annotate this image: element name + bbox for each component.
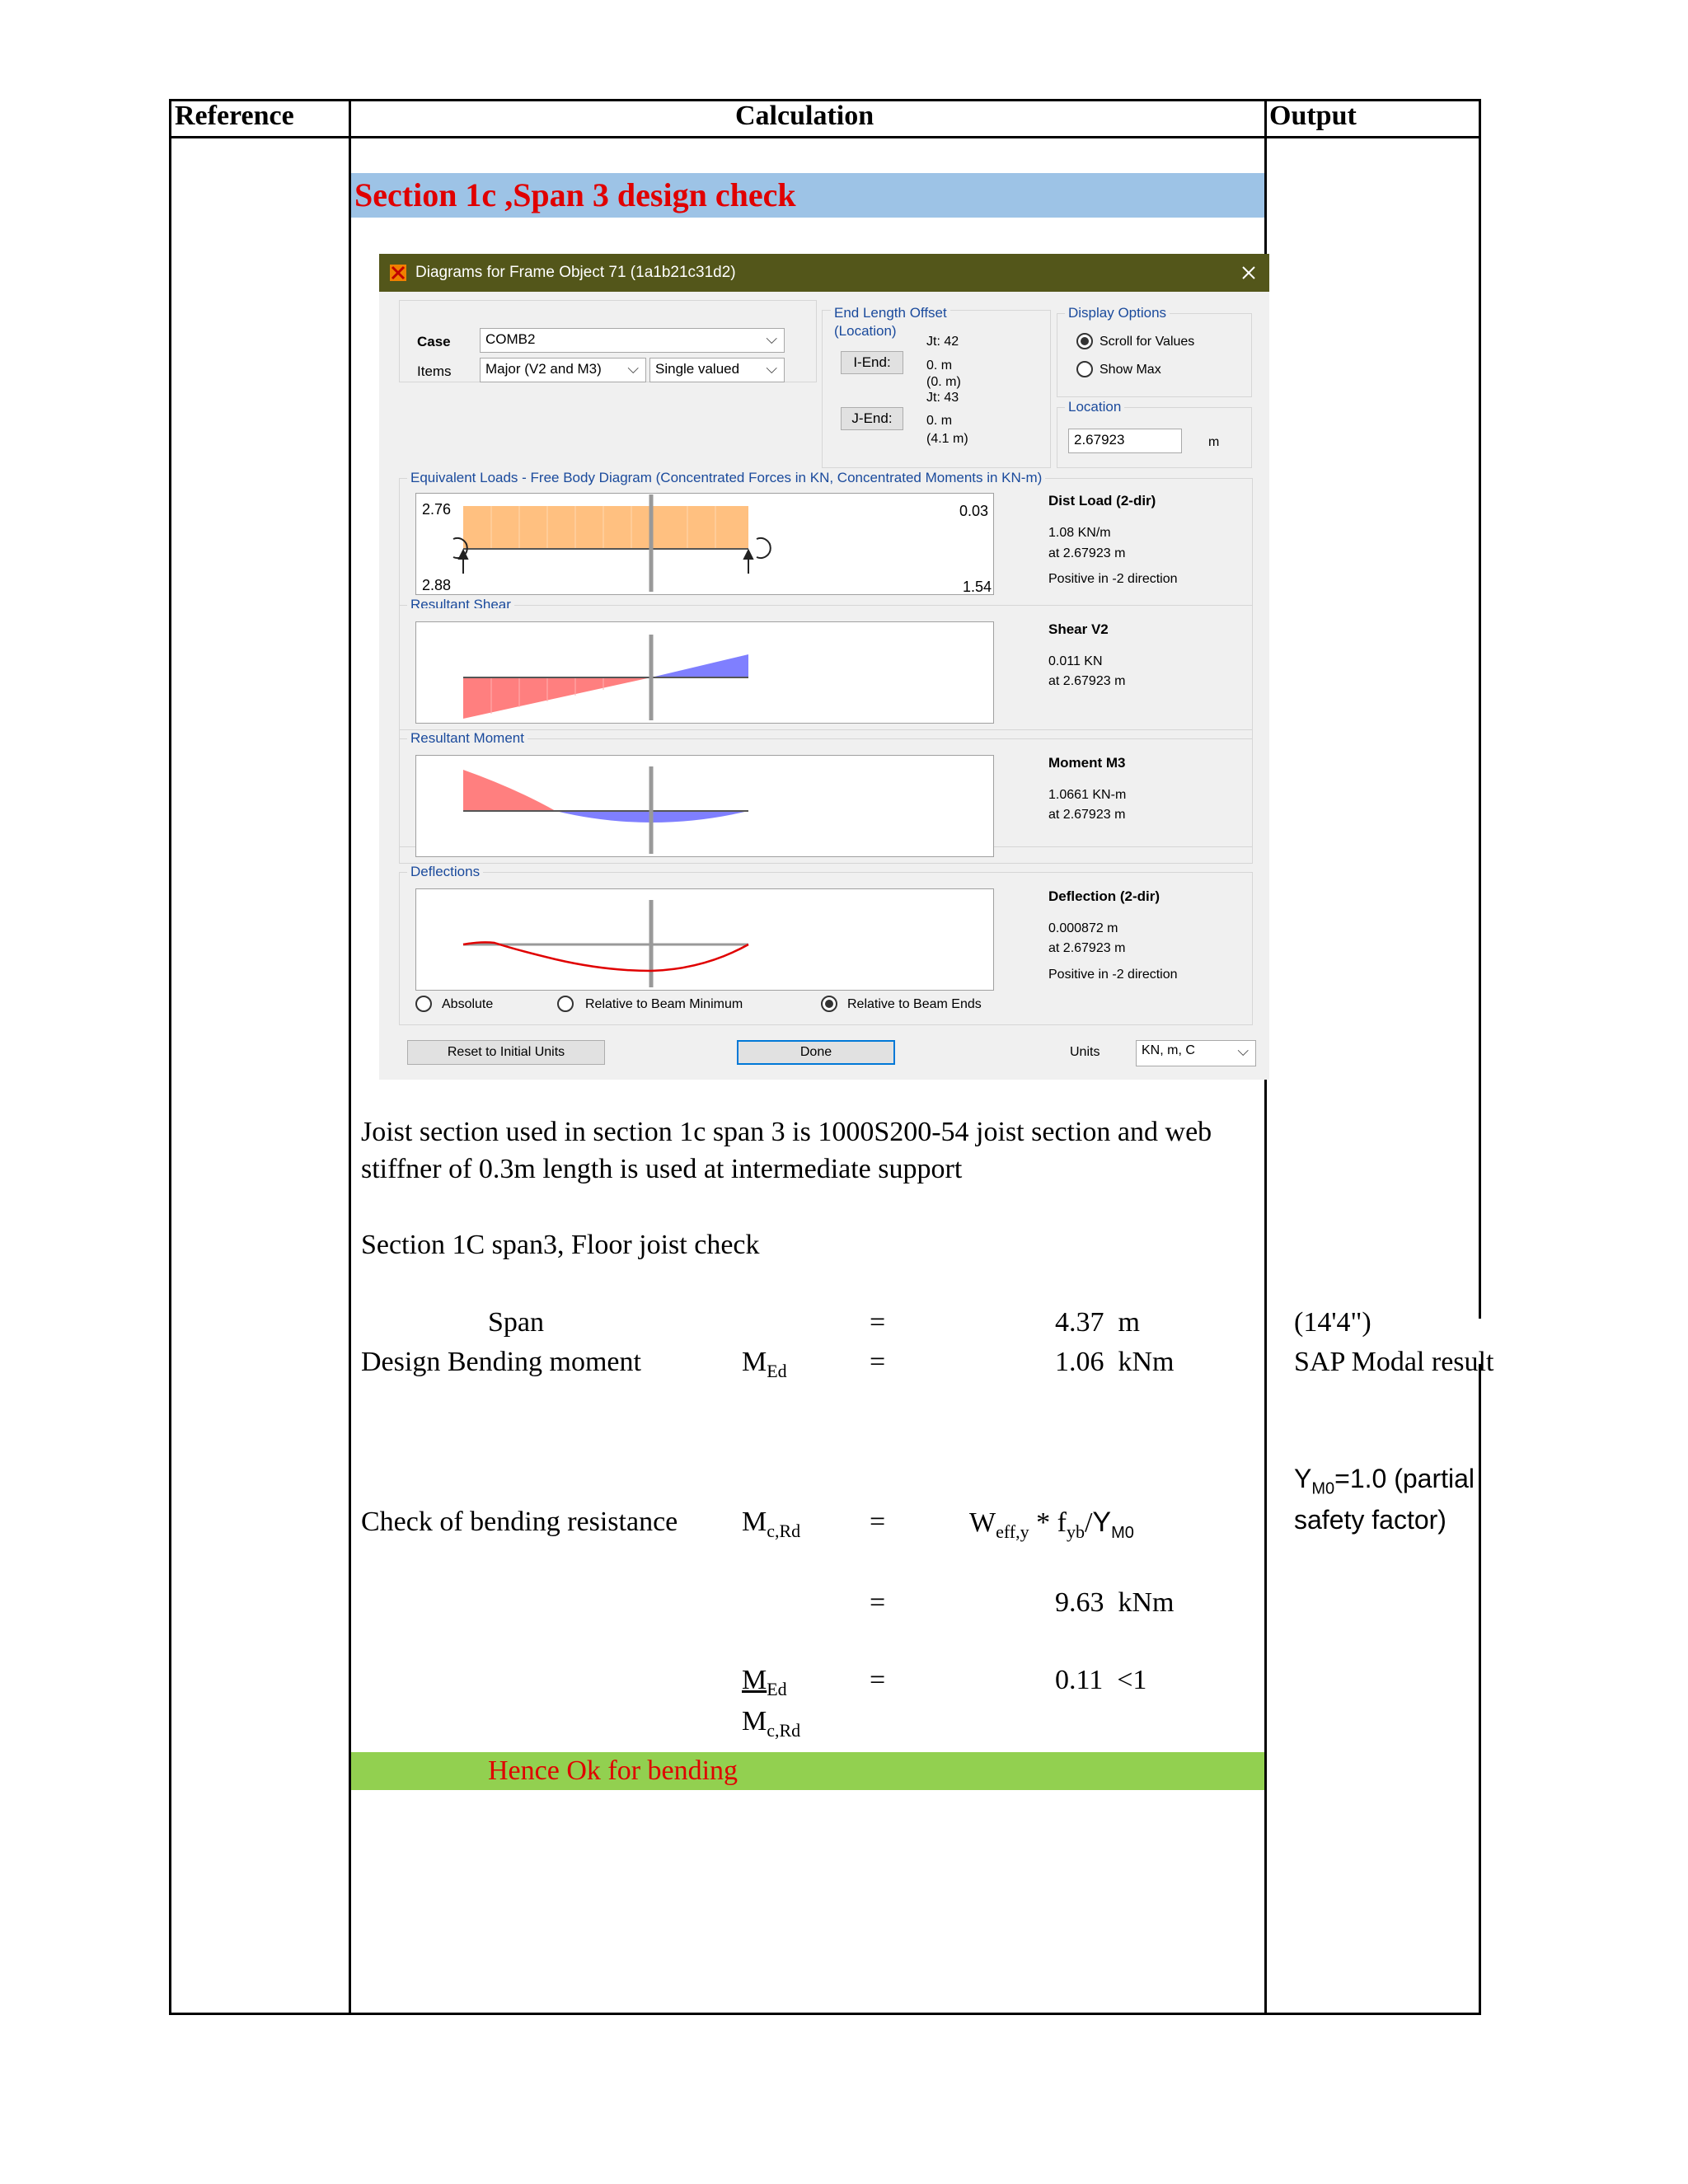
ratio-den-subscript: c,Rd [767,1719,801,1741]
equiv-loads-title: Equivalent Loads - Free Body Diagram (Concentrated Forces in KN, Concentrated Moments in KN-m) [407,470,1045,486]
frame-diagram-dialog [379,254,1269,1080]
shear-side-title: Shear V2 [1048,621,1109,637]
ratio-denominator [742,1706,800,1741]
section-title: Section 1c ,Span 3 design check [354,176,796,213]
shear-title: Resultant Shear [407,597,514,608]
moment-side-title: Moment M3 [1048,755,1126,771]
relative-min-label: Relative to Beam Minimum [585,997,743,1011]
formula-w-sub: eff,y [996,1521,1029,1542]
ratio-value: 0.11 <1 [1055,1665,1147,1695]
header-calculation: Calculation [735,101,874,131]
moment-diagram [415,755,992,855]
formula-y-sub: M0 [1111,1523,1134,1542]
i-end-value: 0. m [926,359,953,373]
formula-w: W [969,1507,996,1538]
formula-f-sub: yb [1066,1521,1085,1542]
relative-ends-radio[interactable] [821,996,837,1012]
deflection-diagram [415,888,992,989]
absolute-label: Absolute [442,997,494,1011]
moment-at: at 2.67923 m [1048,808,1126,822]
j-end-value: 0. m [926,414,953,428]
header-reference: Reference [175,101,294,131]
load-left-bottom: 2.88 [422,577,452,593]
valued-select-value: Single valued [655,361,740,377]
shear-positive-area [651,654,748,677]
display-options-group [1057,313,1252,397]
deflection-value: 0.000872 m [1048,921,1118,935]
design-moment-equals: = [870,1347,886,1377]
deflection-at: at 2.67923 m [1048,941,1126,955]
j-end-location: (4.1 m) [926,432,968,446]
items-select-value: Major (V2 and M3) [485,361,602,377]
mc-rd-subscript: c,Rd [767,1520,801,1541]
units-select[interactable] [1136,1040,1256,1066]
dist-load-at: at 2.67923 m [1048,546,1126,560]
shear-at: at 2.67923 m [1048,674,1126,688]
formula-mid: * f [1029,1507,1067,1538]
design-moment-output: SAP Modal result [1294,1347,1494,1377]
show-max-radio[interactable] [1076,361,1093,377]
resistance-value: 9.63 kNm [1055,1587,1175,1618]
formula-y: Y [1092,1507,1112,1538]
deflection-side-title: Deflection (2-dir) [1048,888,1160,904]
gamma-note-line1 [1294,1464,1475,1498]
span-equals: = [870,1307,886,1338]
design-moment-value: 1.06 kNm [1055,1347,1175,1377]
absolute-radio[interactable] [415,996,432,1012]
m-ed-symbol: M [742,1347,767,1377]
jt-i: Jt: 42 [926,335,959,349]
joist-description-line2: stiffner of 0.3m length is used at intermediate support [361,1154,963,1184]
dist-load-title: Dist Load (2-dir) [1048,493,1156,509]
right-reaction-arrow [744,551,753,574]
span-label: Span [488,1307,544,1338]
i-end-location: (0. m) [926,375,961,389]
show-max-label: Show Max [1100,363,1161,377]
case-label: Case [417,334,451,349]
valued-select[interactable] [649,358,785,382]
check-title: Section 1C span3, Floor joist check [361,1230,760,1260]
dialog-title: Diagrams for Frame Object 71 (1a1b21c31d2) [415,264,736,281]
location-input[interactable]: 2.67923 [1068,429,1182,453]
jt-j: Jt: 43 [926,391,959,405]
resistance-equals-2: = [870,1587,886,1618]
scroll-for-values-label: Scroll for Values [1100,335,1195,349]
deflection-note: Positive in -2 direction [1048,968,1178,982]
units-select-value: KN, m, C [1142,1043,1195,1057]
moment-title: Resultant Moment [407,730,528,747]
location-unit: m [1208,435,1220,449]
load-right-bottom: 1.54 [963,579,992,595]
j-end-button[interactable]: J-End: [841,407,903,430]
gamma-rest: =1.0 (partial [1334,1464,1475,1493]
ratio-num-subscript: Ed [767,1678,787,1699]
ratio-den-symbol: M [742,1706,767,1736]
shear-value: 0.011 KN [1048,654,1103,668]
items-label: Items [417,363,452,379]
deflection-title: Deflections [407,864,483,880]
display-options-title: Display Options [1065,305,1170,321]
dist-load-note: Positive in -2 direction [1048,572,1178,586]
gamma-symbol: Y [1294,1464,1312,1493]
dist-load-value: 1.08 KN/m [1048,526,1111,540]
resistance-formula [969,1507,1134,1543]
location-title: Location [1065,399,1124,415]
i-end-button[interactable]: I-End: [841,351,903,374]
resistance-label: Check of bending resistance [361,1507,678,1537]
free-body-diagram [415,493,992,593]
chevron-down-icon: ⌵ [766,360,777,377]
resistance-equals: = [870,1507,886,1537]
design-moment-label: Design Bending moment [361,1347,641,1377]
end-length-title2: (Location) [834,323,897,339]
deflected-shape [463,942,748,971]
m-ed-subscript: Ed [767,1360,787,1381]
ratio-numerator [742,1665,787,1700]
relative-min-radio[interactable] [557,996,574,1012]
dist-load-area [463,506,748,549]
formula-slash: / [1084,1507,1093,1538]
chevron-down-icon: ⌵ [627,360,639,377]
reset-units-button[interactable]: Reset to Initial Units [407,1040,605,1065]
scroll-for-values-radio[interactable] [1076,333,1093,349]
moment-value: 1.0661 KN-m [1048,788,1127,802]
relative-ends-label: Relative to Beam Ends [847,997,982,1011]
gamma-subscript: M0 [1311,1479,1335,1498]
joist-description-line1: Joist section used in section 1c span 3 is 1000S200-54 joist section and web [361,1117,1212,1147]
moment-negative-area [463,770,556,811]
ratio-equals: = [870,1665,886,1695]
end-length-title: End Length Offset [831,305,950,321]
case-select[interactable] [480,328,785,353]
design-moment-symbol [742,1347,787,1382]
dialog-titlebar [379,254,1269,292]
close-icon[interactable] [1241,265,1256,280]
ratio-num-symbol: M [742,1665,767,1695]
header-output: Output [1269,101,1357,131]
mc-rd-symbol: M [742,1507,767,1537]
load-left-top: 2.76 [422,501,452,518]
chevron-down-icon: ⌵ [766,330,777,347]
chevron-down-icon: ⌵ [1237,1043,1249,1059]
items-select[interactable] [480,358,646,382]
gamma-note-line2: safety factor) [1294,1505,1447,1535]
ok-text: Hence Ok for bending [488,1755,738,1786]
resistance-symbol [742,1507,800,1542]
span-value: 4.37 m [1055,1307,1140,1338]
case-select-value: COMB2 [485,331,536,347]
shear-diagram [415,621,992,722]
done-button[interactable]: Done [737,1040,895,1065]
app-icon [389,264,407,282]
units-label: Units [1070,1045,1100,1059]
right-moment-icon [757,538,771,558]
load-right-top: 0.03 [959,503,989,519]
span-output: (14'4") [1294,1307,1372,1338]
